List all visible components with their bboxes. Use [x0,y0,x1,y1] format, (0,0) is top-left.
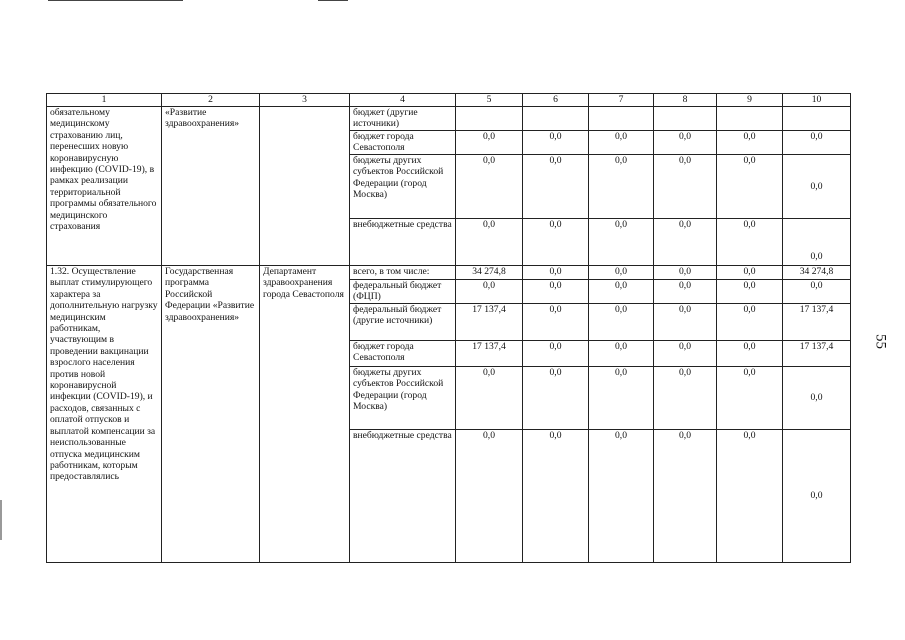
header-cell: 8 [654,94,717,107]
value-cell: 0,0 [783,280,851,304]
value-cell: 17 137,4 [456,341,523,367]
value-cell: 0,0 [717,341,783,367]
value-cell [589,107,654,131]
header-cell: 2 [162,94,260,107]
value-cell: 0,0 [717,219,783,266]
scan-edge-mark [0,500,2,540]
funding-source: федеральный бюджет (ФЦП) [350,280,456,304]
program-name: «Развитие здравоохранения» [162,107,260,266]
value-cell: 17 137,4 [783,341,851,367]
value-cell: 0,0 [523,367,589,430]
value-cell [783,107,851,131]
value-cell: 0,0 [589,304,654,341]
executor: Департамент здравоохранения города Севастополя [260,266,350,563]
page-number: 55 [872,334,889,349]
funding-source: бюджет города Севастополя [350,131,456,155]
value-cell: 0,0 [717,430,783,563]
value-cell: 0,0 [589,266,654,280]
value-cell: 0,0 [654,219,717,266]
program-name: Государственная программа Российской Федерации «Развитие здравоохранения» [162,266,260,563]
value-cell: 0,0 [783,131,851,155]
funding-source: бюджеты других субъектов Российской Федерации (город Москва) [350,155,456,219]
value-cell: 0,0 [589,341,654,367]
executor [260,107,350,266]
value-cell: 0,0 [654,341,717,367]
value-cell: 0,0 [589,280,654,304]
value-cell: 0,0 [783,155,851,219]
table-row [47,266,851,280]
value-cell: 34 274,8 [783,266,851,280]
value-cell [456,107,523,131]
header-cell: 7 [589,94,654,107]
value-cell: 0,0 [589,430,654,563]
value-cell: 0,0 [654,280,717,304]
value-cell: 34 274,8 [456,266,523,280]
value-cell: 17 137,4 [456,304,523,341]
value-cell: 0,0 [654,266,717,280]
table-row [47,107,851,131]
header-cell: 10 [783,94,851,107]
value-cell: 0,0 [717,131,783,155]
scan-edge-line [318,0,348,1]
funding-source: внебюджетные средства [350,430,456,563]
header-cell: 3 [260,94,350,107]
value-cell: 0,0 [654,155,717,219]
funding-source: федеральный бюджет (другие источники) [350,304,456,341]
value-cell: 0,0 [589,131,654,155]
value-cell: 0,0 [456,155,523,219]
value-cell: 0,0 [456,280,523,304]
value-cell [654,107,717,131]
funding-source: бюджет (другие источники) [350,107,456,131]
header-cell: 4 [350,94,456,107]
funding-source: бюджеты других субъектов Российской Федерации (город Москва) [350,367,456,430]
header-cell: 5 [456,94,523,107]
funding-source: всего, в том числе: [350,266,456,280]
value-cell: 0,0 [654,304,717,341]
header-cell: 9 [717,94,783,107]
value-cell: 0,0 [523,430,589,563]
value-cell: 0,0 [523,341,589,367]
value-cell: 0,0 [717,367,783,430]
value-cell: 0,0 [717,155,783,219]
value-cell: 0,0 [717,304,783,341]
value-cell: 0,0 [523,131,589,155]
value-cell: 0,0 [523,155,589,219]
value-cell: 0,0 [456,219,523,266]
value-cell: 0,0 [456,430,523,563]
value-cell [523,107,589,131]
value-cell: 0,0 [654,367,717,430]
value-cell: 0,0 [717,280,783,304]
value-cell: 0,0 [654,131,717,155]
value-cell: 0,0 [589,155,654,219]
value-cell: 0,0 [523,280,589,304]
header-row [47,94,851,107]
value-cell: 0,0 [523,219,589,266]
header-cell: 6 [523,94,589,107]
value-cell: 0,0 [589,219,654,266]
funding-source: бюджет города Севастополя [350,341,456,367]
header-cell: 1 [47,94,162,107]
value-cell: 0,0 [654,430,717,563]
value-cell [717,107,783,131]
value-cell: 0,0 [717,266,783,280]
scan-edge-line [48,0,183,1]
value-cell: 17 137,4 [783,304,851,341]
value-cell: 0,0 [523,304,589,341]
value-cell: 0,0 [523,266,589,280]
measure-description: обязательному медицинскому страхованию лиц, перенесших новую коронавирусную инфекцию (COVID-19), в рамках реализации территориальной программы обязательного медицинского страхования [47,107,162,266]
measure-description: 1.32. Осуществление выплат стимулирующего характера за дополнительную нагрузку медицинским работникам, участвующим в проведении вакцинации взрослого населения против новой коронавирусной инфекции (COVID-19), и расходов, связанных с оплатой отпусков и выплатой компенсации за неиспользованные отпуска медицинским работникам, которым предоставлялись [47,266,162,563]
value-cell: 0,0 [589,367,654,430]
value-cell: 0,0 [783,219,851,266]
value-cell: 0,0 [456,367,523,430]
value-cell: 0,0 [456,131,523,155]
value-cell: 0,0 [783,430,851,563]
funding-source: внебюджетные средства [350,219,456,266]
value-cell: 0,0 [783,367,851,430]
budget-table [46,93,851,563]
